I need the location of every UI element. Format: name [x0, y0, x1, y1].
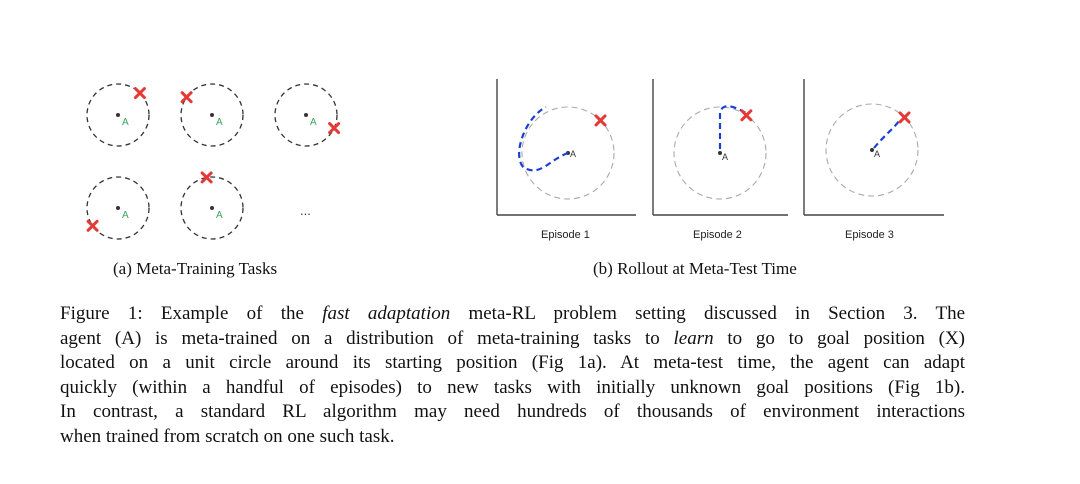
panel-a-meta-training-tasks [87, 84, 339, 239]
goal-x-icon [202, 173, 211, 182]
caption-line: In contrast, a standard RL algorithm may need hundreds of thousands of environment interactions [60, 401, 965, 422]
emphasis: fast adaptation [322, 303, 451, 324]
episode-3-label: Episode 3 [845, 229, 894, 241]
agent-label: A [216, 117, 223, 128]
subcaption-a: (a) Meta-Training Tasks [113, 259, 278, 278]
episode-plot [653, 79, 788, 215]
episode-1-label: Episode 1 [541, 229, 590, 241]
subcaption-b: (b) Rollout at Meta-Test Time [593, 259, 797, 278]
agent-label: A [570, 149, 577, 159]
panel-b-rollout [497, 79, 944, 215]
episode-plot [804, 79, 944, 215]
agent-label: A [122, 210, 129, 221]
task-diagram [87, 84, 149, 146]
agent-dot [210, 206, 214, 210]
agent-label: A [874, 149, 881, 159]
goal-x-icon [900, 113, 909, 122]
figure-label: Figure 1: [60, 303, 143, 324]
agent-label: A [216, 210, 223, 221]
goal-x-icon [330, 124, 339, 133]
caption-line: located on a unit circle around its starting position (Fig 1a). At meta-test time, the agent can adapt [60, 352, 965, 373]
episode-2-label: Episode 2 [693, 229, 742, 241]
goal-x-icon [182, 93, 191, 102]
emphasis: learn [673, 327, 714, 349]
agent-label: A [310, 117, 317, 128]
task-diagram [275, 84, 339, 146]
caption-line: agent (A) is meta-trained on a distribution of meta-training tasks to learn to go to goal position (X) [60, 327, 965, 349]
agent-label: A [122, 117, 129, 128]
figure-caption [60, 302, 965, 449]
goal-x-icon [742, 111, 751, 120]
ellipsis: ... [300, 203, 311, 218]
task-diagram [181, 173, 243, 239]
agent-dot [116, 113, 120, 117]
task-diagram [87, 177, 149, 239]
agent-dot [304, 113, 308, 117]
goal-x-icon [135, 89, 144, 98]
trajectory [519, 107, 568, 170]
caption-line: when trained from scratch on one such task. [60, 425, 395, 447]
agent-dot [210, 113, 214, 117]
axes [497, 79, 636, 215]
goal-x-icon [88, 221, 97, 230]
caption-line: quickly (within a handful of episodes) to new tasks with initially unknown goal positions (Fig 1b). [60, 376, 965, 398]
trajectory [874, 120, 900, 148]
task-diagram [181, 84, 243, 146]
agent-label: A [722, 152, 729, 162]
episode-plot [497, 79, 636, 215]
caption-line: Figure 1: Example of the fast adaptation meta-RL problem setting discussed in Section 3. The [60, 303, 965, 324]
agent-dot [116, 206, 120, 210]
goal-x-icon [596, 116, 605, 125]
